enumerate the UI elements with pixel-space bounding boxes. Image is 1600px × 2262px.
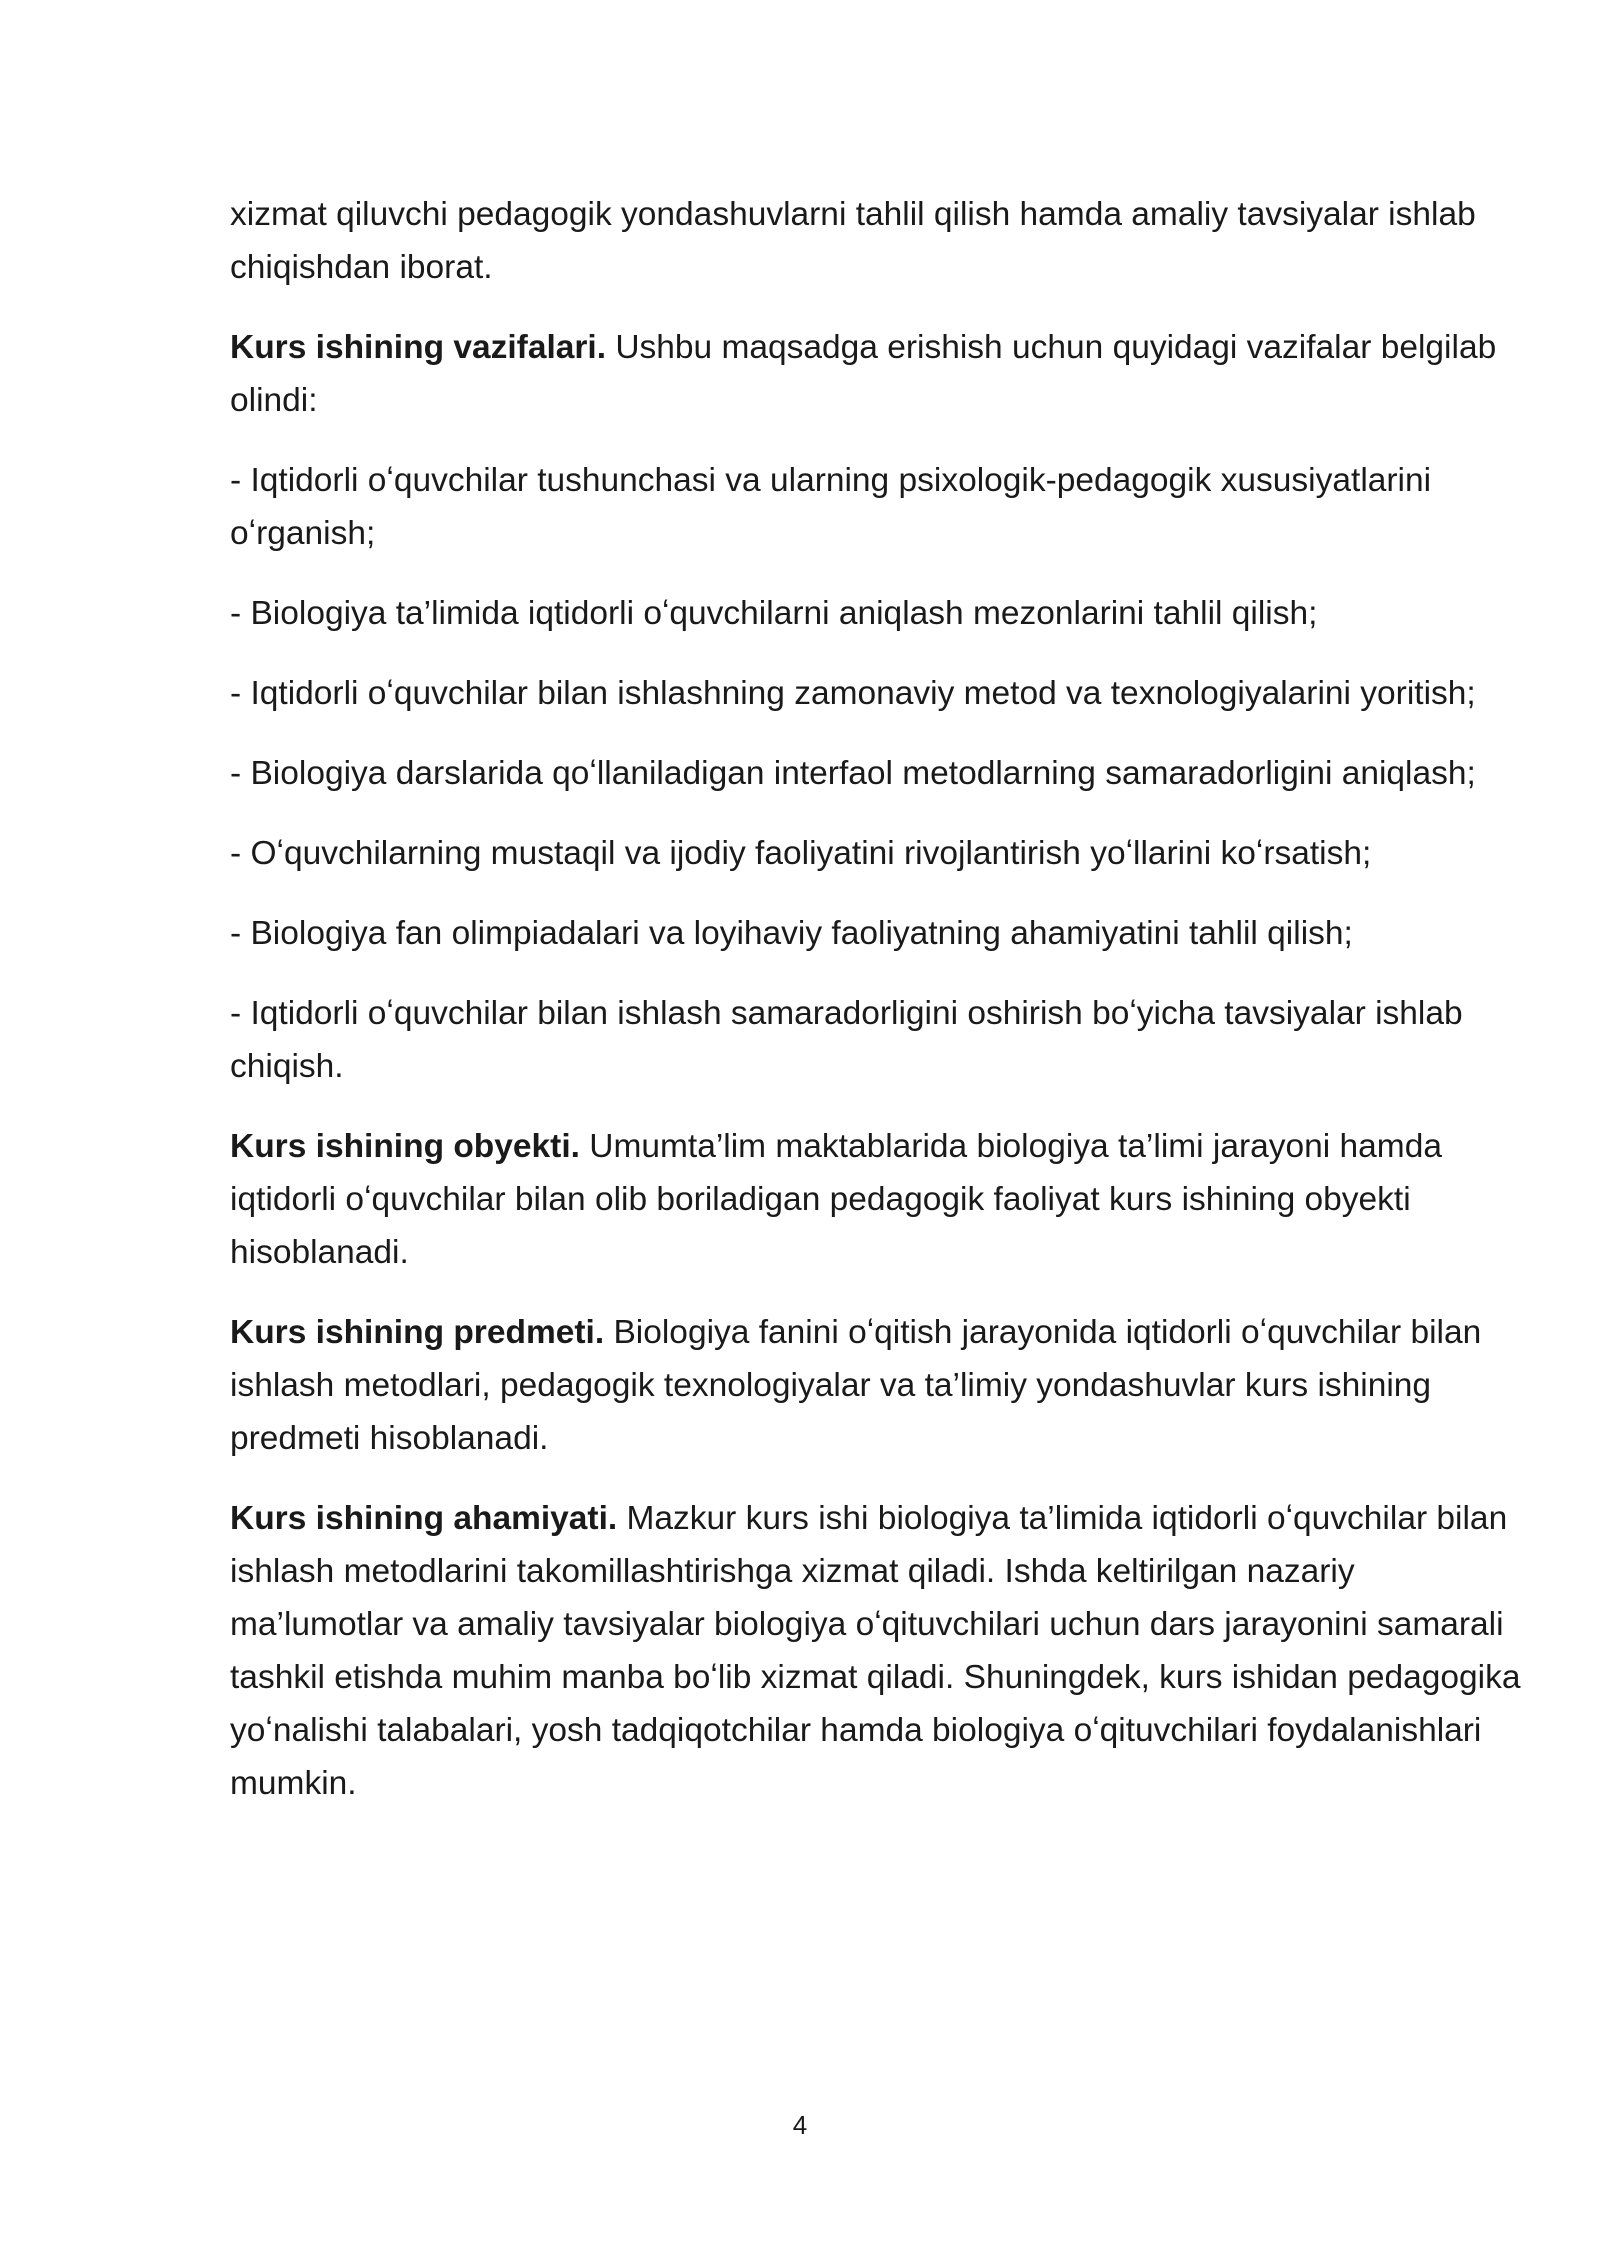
task-item: - Biologiya darslarida qoʻllaniladigan interfaol metodlarning samaradorligini aniqlash; (230, 755, 1476, 792)
page-number: 4 (792, 2110, 808, 2140)
tasks-heading: Kurs ishining vazifalari. (230, 329, 607, 366)
intro-continuation-paragraph: xizmat qiluvchi pedagogik yondashuvlarni tahlil qilish hamda amaliy tavsiyalar ishlab chiqishdan iborat. (230, 196, 1476, 286)
task-item: - Oʻquvchilarning mustaqil va ijodiy faoliyatini rivojlantirish yoʻllarini koʻrsatish; (230, 835, 1372, 872)
object-heading: Kurs ishining obyekti. (230, 1128, 580, 1165)
tasks-paragraph (230, 321, 1530, 427)
significance-text: Mazkur kurs ishi biologiya ta’limida iqtidorli oʻquvchilar bilan ishlash metodlarini takomillashtirishga xizmat qiladi. Ishda keltirilgan nazariy ma’lumotlar va amaliy tavsiyalar biologiya oʻqituvchilari uchun dars jarayonini samarali tashkil etishda muhim manba boʻlib xizmat qiladi. Shuningdek, kurs ishidan pedagogika yoʻnalishi talabalari, yosh tadqiqotchilar hamda biologiya oʻqituvchilari foydalanishlari mumkin. (230, 1500, 1521, 1802)
task-item: - Biologiya fan olimpiadalari va loyihaviy faoliyatning ahamiyatini tahlil qilish; (230, 915, 1353, 952)
subject-heading: Kurs ishining predmeti. (230, 1314, 605, 1351)
subject-paragraph (230, 1306, 1530, 1465)
object-paragraph (230, 1120, 1530, 1279)
object-text: Umumta’lim maktablarida biologiya ta’limi jarayoni hamda iqtidorli oʻquvchilar bilan olib boriladigan pedagogik faoliyat kurs ishining obyekti hisoblanadi. (230, 1128, 1442, 1271)
task-item: - Iqtidorli oʻquvchilar bilan ishlash samaradorligini oshirish boʻyicha tavsiyalar ishlab chiqish. (230, 995, 1463, 1085)
significance-paragraph (230, 1492, 1530, 1810)
task-item: - Iqtidorli oʻquvchilar bilan ishlashning zamonaviy metod va texnologiyalarini yoritish; (230, 675, 1476, 712)
task-item: - Biologiya ta’limida iqtidorli oʻquvchilarni aniqlash mezonlarini tahlil qilish; (230, 595, 1318, 632)
subject-text: Biologiya fanini oʻqitish jarayonida iqtidorli oʻquvchilar bilan ishlash metodlari, pedagogik texnologiyalar va ta’limiy yondashuvlar kurs ishining predmeti hisoblanadi. (230, 1314, 1482, 1457)
task-item: - Iqtidorli oʻquvchilar tushunchasi va ularning psixologik-pedagogik xususiyatlarini oʻrganish; (230, 462, 1432, 552)
tasks-text: Ushbu maqsadga erishish uchun quyidagi vazifalar belgilab olindi: (230, 329, 1497, 419)
document-body (230, 188, 1530, 1837)
significance-heading: Kurs ishining ahamiyati. (230, 1500, 618, 1537)
